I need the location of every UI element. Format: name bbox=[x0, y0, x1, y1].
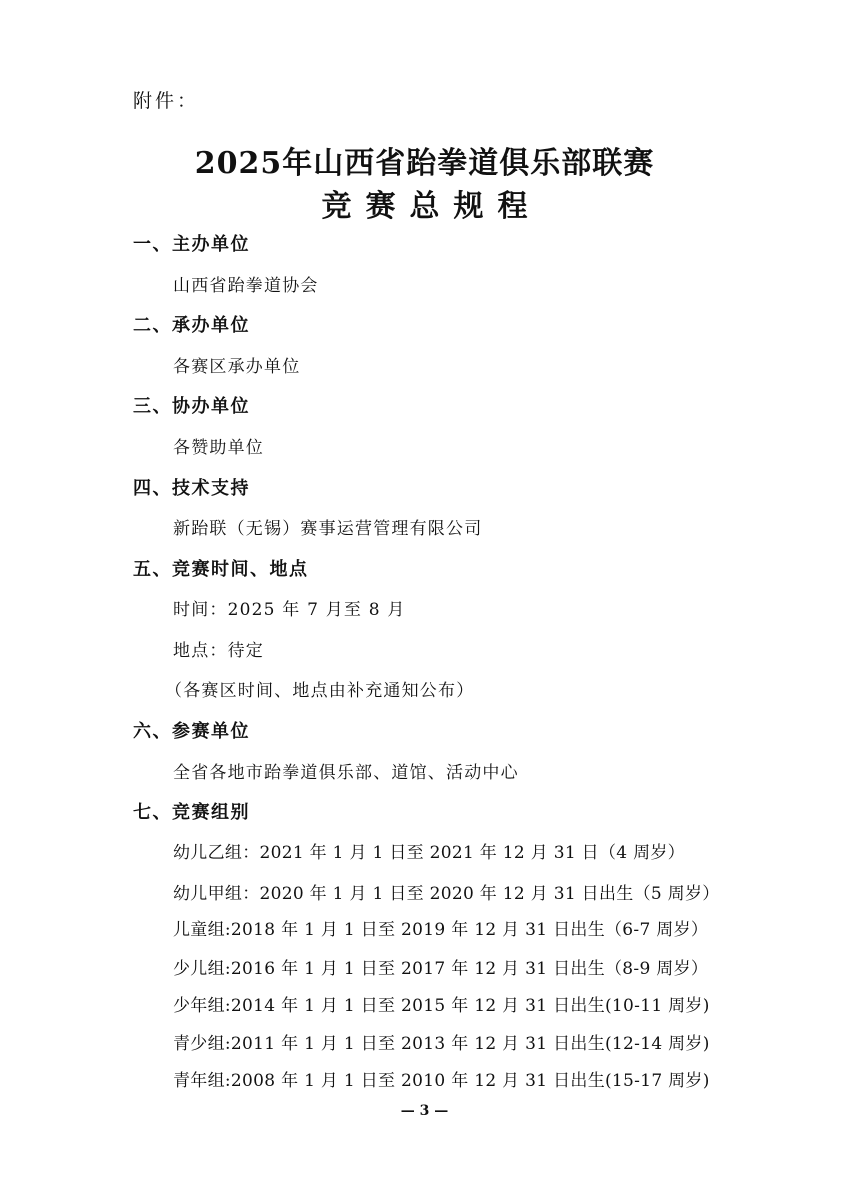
group-item: 少年组:2014 年 1 月 1 日至 2015 年 12 月 31 日出生(10-11 周岁) bbox=[173, 996, 710, 1016]
section-text-time-place-note: （各赛区时间、地点由补充通知公布） bbox=[165, 681, 475, 701]
group-item: 幼儿乙组：2021 年 1 月 1 日至 2021 年 12 月 31 日（4 周岁） bbox=[173, 843, 685, 863]
page-number: — 3 — bbox=[400, 1103, 449, 1119]
section-text-undertaker: 各赛区承办单位 bbox=[173, 357, 301, 377]
attachment-label: 附件： bbox=[133, 90, 200, 112]
section-heading-groups: 七、竞赛组别 bbox=[133, 802, 250, 823]
group-item: 青少组:2011 年 1 月 1 日至 2013 年 12 月 31 日出生(12-14 周岁) bbox=[173, 1034, 710, 1054]
section-heading-undertaker: 二、承办单位 bbox=[133, 315, 250, 336]
document-title: 2025年山西省跆拳道俱乐部联赛 bbox=[194, 146, 655, 181]
group-item: 幼儿甲组：2020 年 1 月 1 日至 2020 年 12 月 31 日出生（5 周岁） bbox=[173, 884, 720, 904]
section-text-time: 时间：2025 年 7 月至 8 月 bbox=[173, 600, 406, 620]
section-text-place: 地点：待定 bbox=[173, 641, 264, 661]
section-text-organizer: 山西省跆拳道协会 bbox=[173, 276, 319, 296]
section-heading-tech-support: 四、技术支持 bbox=[133, 478, 250, 499]
group-item: 少儿组:2016 年 1 月 1 日至 2017 年 12 月 31 日出生（8-9 周岁） bbox=[173, 959, 709, 979]
section-text-participants: 全省各地市跆拳道俱乐部、道馆、活动中心 bbox=[173, 763, 519, 783]
document-subtitle: 竞赛总规程 bbox=[321, 189, 542, 224]
section-heading-organizer: 一、主办单位 bbox=[133, 234, 250, 255]
section-text-co-organizer: 各赞助单位 bbox=[173, 438, 264, 458]
section-text-tech-support: 新跆联（无锡）赛事运营管理有限公司 bbox=[173, 519, 483, 539]
section-heading-time-place: 五、竞赛时间、地点 bbox=[133, 559, 309, 580]
group-item: 青年组:2008 年 1 月 1 日至 2010 年 12 月 31 日出生(15-17 周岁) bbox=[173, 1071, 710, 1091]
section-heading-co-organizer: 三、协办单位 bbox=[133, 396, 250, 417]
section-heading-participants: 六、参赛单位 bbox=[133, 721, 250, 742]
group-item: 儿童组:2018 年 1 月 1 日至 2019 年 12 月 31 日出生（6-7 周岁） bbox=[173, 920, 709, 940]
